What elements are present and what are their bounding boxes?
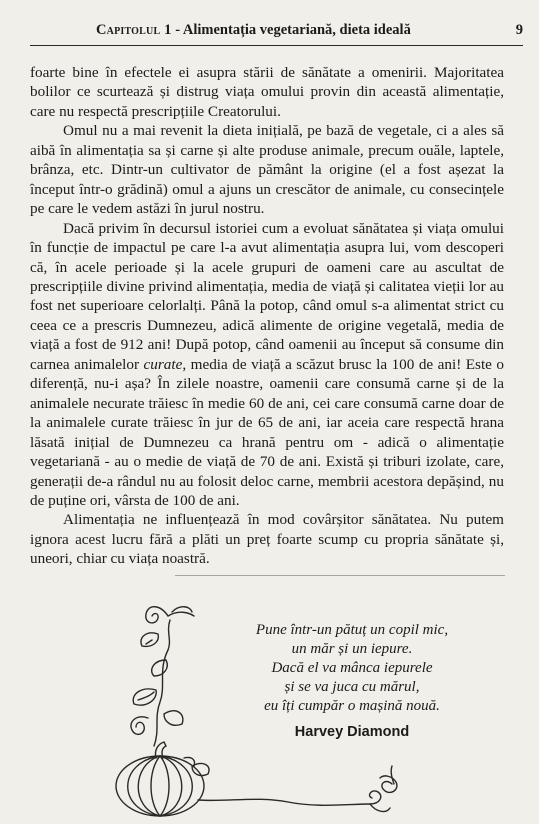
chapter-label: Capitolul 1 [96, 22, 172, 38]
paragraph-3: Dacă privim în decursul istoriei cum a evoluat sănătatea și viața omului în funcție de impactul pe care l-a avut alimentația asupra lui, vom descoperi că, în acele perioade și la acele grupuri de oameni care au ascultat de prescripțiile divine privind alimentația, media de viață și calitatea vieții lor au fost net superioare celorlalți. Până la potop, când omul s-a alimentat strict cu ceea ce a prescris Dumnezeu, adică alimente de origine vegetală, media de viață a fost de 912 ani! După potop, când oamenii au început să consume din carnea animalelor curate, media de viață a scăzut brusc la 100 de ani! Este o diferență, nu-i așa? În zilele noastre, oamenii care consumă carne și de la animalele necurate trăiesc în medie 60 de ani, cei care consumă carne doar de la animalele curate trăiesc în jur de 65 de ani, iar aceia care respectă hrana lăsată inițial de Dumnezeu ca hrană pentru om - adică o alimentație vegetariană - au o medie de viață de 70 de ani. Există și triburi izolate, care, generații de-a rândul nu au folosit deloc carne, membrii acestora depășind, nu de puține ori, vârsta de 100 de ani. [30, 219, 504, 509]
poem-line: Dacă el va mânca iepurele [271, 660, 433, 676]
poem-quote [216, 621, 488, 716]
section-divider [175, 575, 505, 576]
chapter-title: Alimentația vegetariană, dieta ideală [182, 22, 411, 38]
body-text [30, 63, 504, 569]
title-separator: - [171, 22, 183, 38]
running-title [96, 22, 411, 39]
emphasis-curate: curate [143, 355, 183, 373]
poem-line: un măr și un iepure. [291, 641, 413, 657]
page-number: 9 [515, 22, 523, 38]
quote-author: Harvey Diamond [294, 724, 410, 740]
poem-line: și se va juca cu mărul, [284, 679, 420, 695]
poem-line: Pune într-un pătuț un copil mic, [255, 622, 449, 638]
paragraph-1: foarte bine în efectele ei asupra stării de sănătate a omenirii. Majoritatea bolilor ce scurtează și distrug viața omului provin din această alimentație, care nu respectă prescripțiile Creatorului. [30, 64, 504, 120]
header-rule [30, 45, 523, 46]
page-header [30, 22, 523, 39]
paragraph-4: Alimentația ne influențează în mod covârșitor sănătatea. Nu putem ignora acest lucru fără a plăti un preț foarte scump cu propria sănătate și, uneori, chiar cu viața noastră. [30, 511, 504, 568]
poem-line: eu îți cumpăr o mașină nouă. [264, 698, 440, 714]
paragraph-2: Omul nu a mai revenit la dieta inițială, pe bază de vegetale, ci a ales să aibă în alimentația sa și carne și alte produse animale, precum ouăle, laptele, brânza, etc. Dintr-un cultivator de pământ la origine (el a fost așezat la început într-o grădină) omul a ajuns un crescător de animale, cu consecințele pe care le vedem astăzi în jurul nostru. [30, 122, 504, 218]
